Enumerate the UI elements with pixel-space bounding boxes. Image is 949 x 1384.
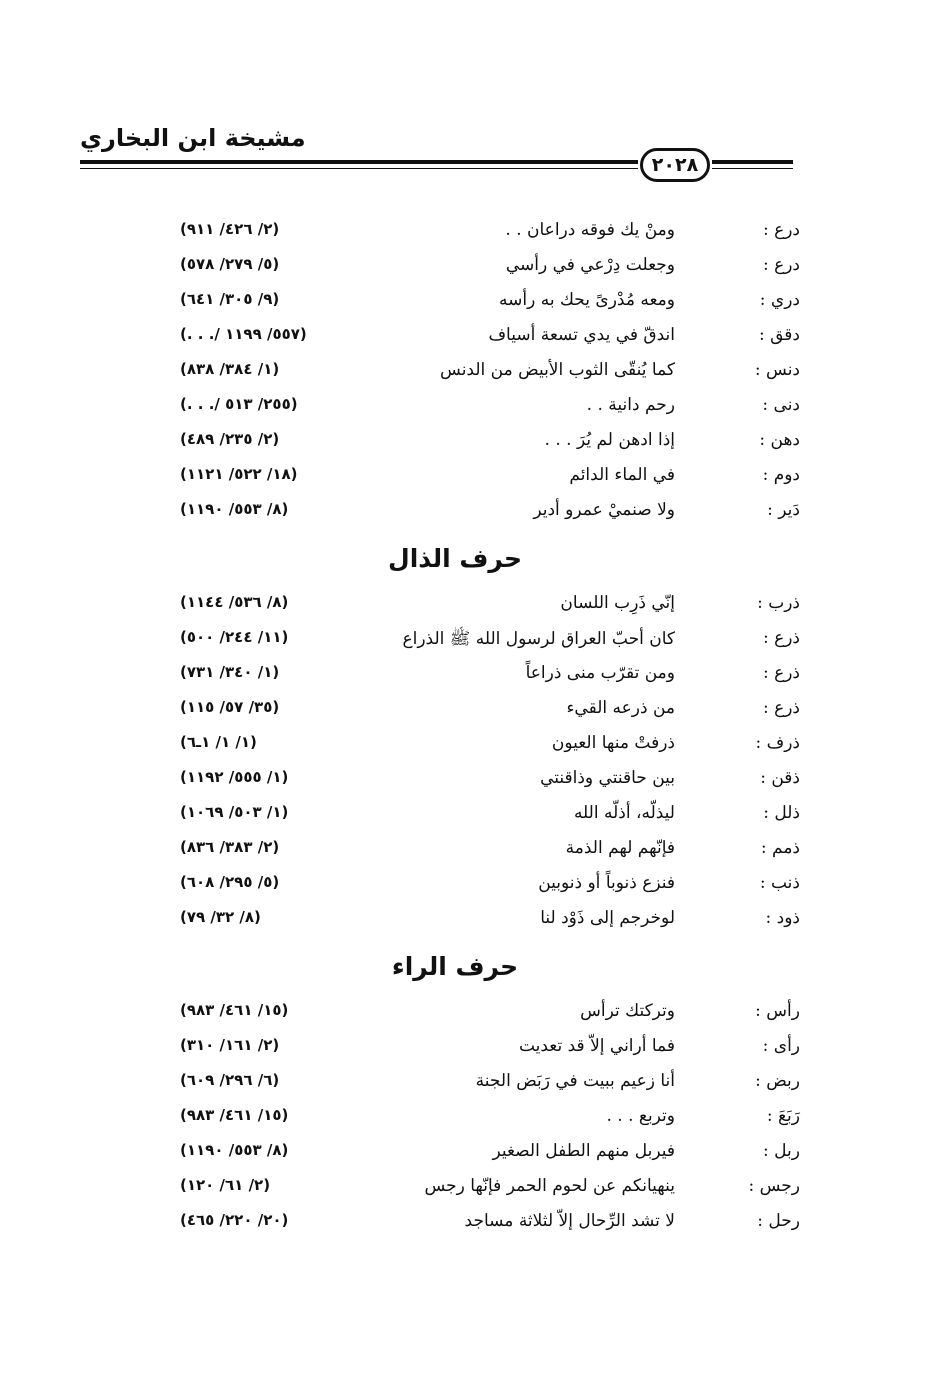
index-entry xyxy=(180,587,800,622)
index-entry xyxy=(180,762,800,797)
index-entry xyxy=(180,622,800,657)
index-entry xyxy=(180,797,800,832)
entry-root: رَبَعَ : xyxy=(766,1106,800,1126)
entry-phrase: لا تشد الرِّحال إلاّ لثلاثة مساجد xyxy=(464,1211,675,1231)
entry-phrase: بين حاقنتي وذاقنتي xyxy=(540,768,675,788)
entry-reference: (١٨/ ٥٢٢/ ١١٢١) xyxy=(180,465,298,483)
entry-phrase: كما يُنقّى الثوب الأبيض من الدنس xyxy=(440,360,675,380)
entry-root: ذرع : xyxy=(762,663,800,683)
entry-phrase: وتركتك ترأس xyxy=(580,1001,675,1021)
entry-reference: (٢/ ٣٨٣/ ٨٣٦) xyxy=(180,838,280,856)
index-entry xyxy=(180,1135,800,1170)
entry-reference: (٢٠/ ٢٢٠/ ٤٦٥) xyxy=(180,1211,289,1229)
entry-reference: (٥/ ٢٩٥/ ٦٠٨) xyxy=(180,873,280,891)
entry-phrase: إذا ادهن لم يُرَ . . . xyxy=(544,430,675,450)
index-entry xyxy=(180,1100,800,1135)
index-entry xyxy=(180,692,800,727)
header-rule-right xyxy=(712,160,793,164)
index-entry xyxy=(180,214,800,249)
index-entry xyxy=(180,319,800,354)
entry-phrase: ليذلّه، أذلّه الله xyxy=(573,803,675,823)
entry-phrase: فيربل منهم الطفل الصغير xyxy=(492,1141,675,1161)
entry-root: ذرع : xyxy=(762,698,800,718)
index-content xyxy=(180,214,800,1240)
entry-reference: (٩/ ٣٠٥/ ٦٤١) xyxy=(180,290,280,308)
index-entry xyxy=(180,727,800,762)
entry-reference: (٢/ ٦١/ ١٢٠) xyxy=(180,1176,271,1194)
entry-reference: (. . ./ ٥٥٧/ ١١٩٩) xyxy=(180,325,307,343)
entry-phrase: وتربع . . . xyxy=(606,1106,675,1126)
section-heading: حرف الذال xyxy=(388,543,522,573)
entry-phrase: فما أراني إلاّ قد تعديت xyxy=(518,1036,675,1056)
entry-reference: (٨/ ٥٥٣/ ١١٩٠) xyxy=(180,500,289,518)
entry-reference: (١/ ١/ ١ـ٦) xyxy=(180,733,257,751)
entry-reference: (٥/ ٢٧٩/ ٥٧٨) xyxy=(180,255,280,273)
entry-root: ذلل : xyxy=(763,803,800,823)
entry-phrase: ينهيانكم عن لحوم الحمر فإنّها رجس xyxy=(424,1176,675,1196)
entry-root: دنس : xyxy=(754,360,800,380)
entry-root: رأى : xyxy=(762,1036,800,1056)
entry-root: دقق : xyxy=(758,325,800,345)
index-entry xyxy=(180,459,800,494)
index-entry xyxy=(180,902,800,937)
index-entry xyxy=(180,1205,800,1240)
header-rule-right-thin xyxy=(712,168,793,169)
entry-phrase: أنا زعيم ببيت في رَبَض الجنة xyxy=(475,1071,675,1091)
entry-reference: (٨/ ٥٥٣/ ١١٩٠) xyxy=(180,1141,289,1159)
entry-root: رحل : xyxy=(757,1211,800,1231)
entry-reference: (١٥/ ٤٦١/ ٩٨٣) xyxy=(180,1106,289,1124)
entry-reference: (١/ ٣٨٤/ ٨٣٨) xyxy=(180,360,280,378)
index-entry xyxy=(180,424,800,459)
entry-reference: (٢/ ٢٣٥/ ٤٨٩) xyxy=(180,430,280,448)
entry-phrase: ومن تقرّب منى ذراعاً xyxy=(525,663,675,683)
index-entry xyxy=(180,657,800,692)
index-entry xyxy=(180,354,800,389)
index-entry xyxy=(180,832,800,867)
entry-phrase: وجعلت دِرْعي في رأسي xyxy=(505,255,675,275)
index-entry xyxy=(180,389,800,424)
entry-root: ذمم : xyxy=(760,838,800,858)
entry-root: ذرب : xyxy=(757,593,800,613)
entry-reference: (. . ./ ٢٥٥/ ٥١٣) xyxy=(180,395,298,413)
entry-root: ربل : xyxy=(763,1141,800,1161)
entry-reference: (١/ ٥٥٥/ ١١٩٢) xyxy=(180,768,289,786)
entry-phrase: ومعه مُدْرىً يحك به رأسه xyxy=(499,290,675,310)
header-rule-left-thin xyxy=(80,168,638,169)
index-entry xyxy=(180,1065,800,1100)
entry-reference: (٨/ ٥٣٦/ ١١٤٤) xyxy=(180,593,289,611)
entry-reference: (٢/ ٤٢٦/ ٩١١) xyxy=(180,220,280,238)
index-entry xyxy=(180,284,800,319)
index-entry xyxy=(180,1170,800,1205)
index-entry xyxy=(180,1030,800,1065)
index-entry xyxy=(180,867,800,902)
entry-reference: (١٥/ ٤٦١/ ٩٨٣) xyxy=(180,1001,289,1019)
entry-phrase: ولا صنميْ عمرو أدير xyxy=(533,500,675,520)
page-number: ٢٠٢٨ xyxy=(640,148,710,182)
entry-reference: (١١/ ٢٤٤/ ٥٠٠) xyxy=(180,628,289,646)
entry-phrase: فإنّهم لهم الذمة xyxy=(565,838,675,858)
entry-root: رأس : xyxy=(755,1001,800,1021)
entry-root: رجس : xyxy=(748,1176,800,1196)
entry-phrase: في الماء الدائم xyxy=(569,465,675,485)
entry-phrase: ذرفتْ منها العيون xyxy=(551,733,675,753)
entry-reference: (٨/ ٣٢/ ٧٩) xyxy=(180,908,261,926)
entry-root: دنى : xyxy=(762,395,800,415)
entry-root: ذرع : xyxy=(762,628,800,648)
entry-root: درع : xyxy=(762,255,800,275)
book-title: مشيخة ابن البخاري xyxy=(80,124,306,152)
entry-root: دَير : xyxy=(767,500,800,520)
entry-phrase: كان أحبّ العراق لرسول الله ﷺ الذراع xyxy=(402,629,675,649)
entry-root: دوم : xyxy=(762,465,800,485)
entry-phrase: من ذرعه القيء xyxy=(566,698,675,718)
entry-reference: (٦/ ٢٩٦/ ٦٠٩) xyxy=(180,1071,280,1089)
entry-phrase: لوخرجم إلى ذَوْد لنا xyxy=(540,908,675,928)
header-rule-left xyxy=(80,160,638,164)
entry-reference: (١/ ٥٠٣/ ١٠٦٩) xyxy=(180,803,289,821)
index-entry xyxy=(180,249,800,284)
entry-root: درع : xyxy=(762,220,800,240)
entry-root: ذقن : xyxy=(760,768,800,788)
section-heading: حرف الراء xyxy=(391,951,519,981)
entry-reference: (٢/ ١٦١/ ٣١٠) xyxy=(180,1036,280,1054)
entry-reference: (١/ ٣٤٠/ ٧٣١) xyxy=(180,663,280,681)
index-entry xyxy=(180,995,800,1030)
entry-phrase: رحم دانية . . xyxy=(586,395,675,415)
entry-reference: (٣٥/ ٥٧/ ١١٥) xyxy=(180,698,280,716)
entry-root: ذرف : xyxy=(755,733,800,753)
entry-root: ذود : xyxy=(765,908,800,928)
entry-root: دهن : xyxy=(759,430,800,450)
page-header xyxy=(80,120,793,180)
entry-root: دري : xyxy=(759,290,800,310)
entry-phrase: فنزع ذنوباً أو ذنوبين xyxy=(538,873,675,893)
entry-phrase: ومنْ يك فوقه دراعان . . xyxy=(505,220,675,240)
entry-root: ربض : xyxy=(755,1071,800,1091)
entry-phrase: إنّي ذَرِب اللسان xyxy=(560,593,675,613)
entry-root: ذنب : xyxy=(759,873,800,893)
index-entry xyxy=(180,494,800,529)
entry-phrase: اندقّ في يدي تسعة أسياف xyxy=(488,325,675,345)
